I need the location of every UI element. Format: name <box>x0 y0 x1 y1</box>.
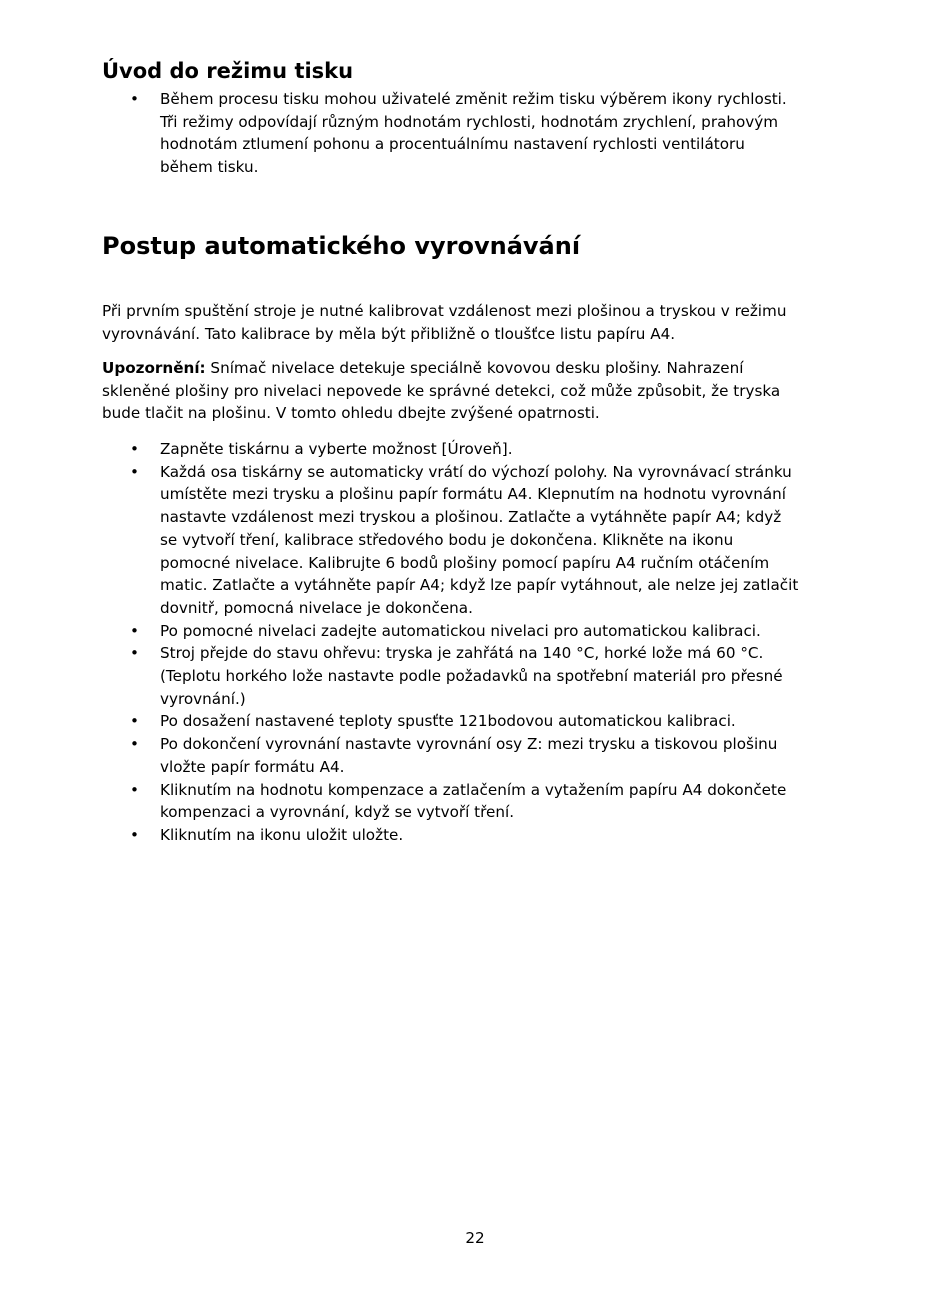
warning-paragraph: Upozornění: Snímač nivelace detekuje speciálně kovovou desku plošiny. Nahrazení skleněné plošiny pro nivelaci nepovede ke správné detekci, což může způsobit, že tryska bude tlačit na plošinu. V tomto ohledu dbejte zvýšené opatrnosti. <box>102 359 781 423</box>
bullet-icon: • <box>130 462 139 481</box>
list-item: • Po dosažení nastavené teploty spusťte 121bodovou automatickou kalibraci. <box>102 710 842 733</box>
list-item: • Po dokončení vyrovnání nastavte vyrovnání osy Z: mezi trysku a tiskovou plošinu vložte papír formátu A4. <box>130 735 778 776</box>
bullet-icon: • <box>130 644 139 663</box>
list-item: • Zapněte tiskárnu a vyberte možnost [Úroveň]. <box>102 438 842 461</box>
bullet-icon: • <box>130 440 139 458</box>
intro-paragraph: Při prvním spuštění stroje je nutné kalibrovat vzdálenost mezi plošinou a tryskou v režimu vyrovnávání. Tato kalibrace by měla být přibližně o tloušťce listu papíru A4. <box>102 302 787 343</box>
bullet-icon: • <box>130 712 139 731</box>
print-mode-list <box>102 88 842 179</box>
list-item: • Každá osa tiskárny se automaticky vrátí do výchozí polohy. Na vyrovnávací stránku umístěte mezi trysku a plošinu papír formátu A4. Klepnutím na hodnotu vyrovnání nastavte vzdálenost mezi tryskou a plošinou. Zatlačte a vytáhněte papír A4; když se vytvoří tření, kalibrace středového bodu je dokončena. Klikněte na ikonu pomocné nivelace. Kalibrujte 6 bodů plošiny pomocí papíru A4 ručním otáčením matic. Zatlačte a vytáhněte papír A4; když lze papír vytáhnout, ale nelze jej zatlačit dovnitř, pomocná nivelace je dokončena. <box>130 462 799 617</box>
leveling-steps-list <box>102 438 842 847</box>
warning-label: Upozornění: <box>102 359 206 377</box>
list-item: • Po pomocné nivelaci zadejte automatickou nivelaci pro automatickou kalibraci. <box>102 620 842 643</box>
list-item: • Během procesu tisku mohou uživatelé změnit režim tisku výběrem ikony rychlosti. Tři režimy odpovídají různým hodnotám rychlosti, hodnotám zrychlení, prahovým hodnotám ztlumení pohonu a procentuálnímu nastavení rychlosti ventilátoru během tisku. <box>130 90 787 177</box>
bullet-icon: • <box>130 90 139 108</box>
section-heading-auto-leveling: Postup automatického vyrovnávání <box>102 232 581 260</box>
list-item: • Kliknutím na hodnotu kompenzace a zatlačením a vytažením papíru A4 dokončete kompenzaci a vyrovnání, když se vytvoří tření. <box>130 780 787 822</box>
page-number: 22 <box>465 1229 485 1247</box>
list-item: • Kliknutím na ikonu uložit uložte. <box>102 824 842 847</box>
bullet-icon: • <box>130 780 139 799</box>
list-item: • Stroj přejde do stavu ohřevu: tryska je zahřátá na 140 °C, horké lože má 60 °C. (Teplotu horkého lože nastavte podle požadavků na spotřební materiál pro přesné vyrovnání.) <box>130 644 783 708</box>
section-heading-print-mode: Úvod do režimu tisku <box>102 59 354 83</box>
bullet-icon: • <box>130 825 139 844</box>
bullet-icon: • <box>130 735 139 754</box>
bullet-icon: • <box>130 621 139 640</box>
